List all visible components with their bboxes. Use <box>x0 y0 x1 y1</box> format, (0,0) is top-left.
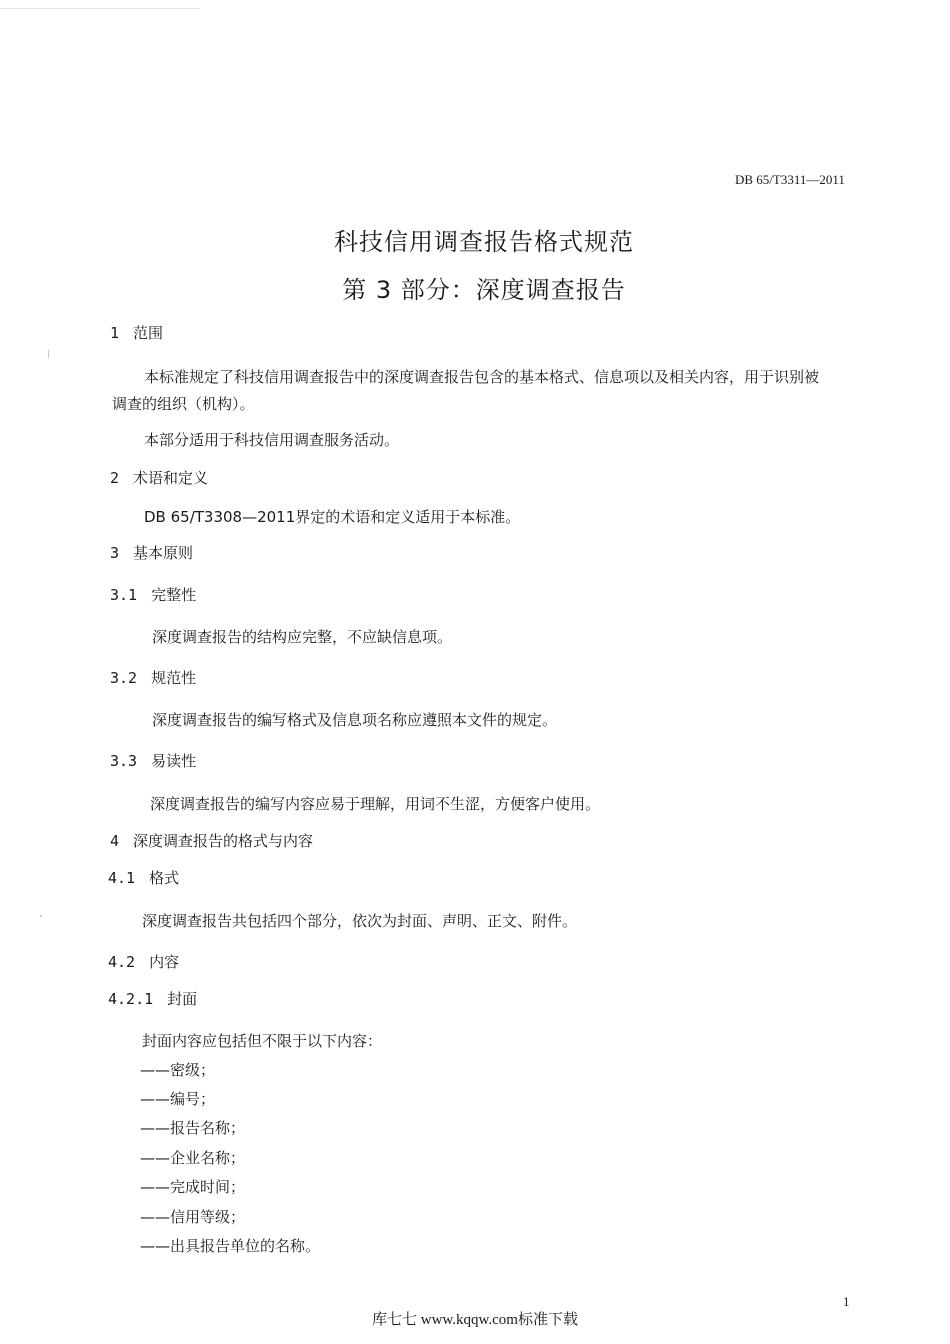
cover-item: ——报告名称； <box>140 1119 246 1137</box>
document-subtitle: 第 3 部分：深度调查报告 <box>342 276 626 304</box>
section-3-1-paragraph: 深度调查报告的结构应完整，不应缺信息项。 <box>152 628 453 646</box>
section-title: 内容 <box>149 953 180 971</box>
page-number: 1 <box>843 1294 850 1309</box>
section-3-3-paragraph: 深度调查报告的编写内容应易于理解，用词不生涩，方便客户使用。 <box>150 795 601 813</box>
cover-item: ——企业名称； <box>140 1149 246 1167</box>
section-3-1-heading <box>110 584 196 605</box>
standard-code: DB 65/T3311—2011 <box>735 172 845 187</box>
section-number: 4 <box>110 832 120 850</box>
section-3-3-heading <box>110 750 196 771</box>
section-number: 1 <box>110 324 120 342</box>
cover-item: ——出具报告单位的名称。 <box>140 1237 321 1255</box>
section-title: 完整性 <box>151 586 197 604</box>
section-title: 规范性 <box>151 669 197 687</box>
section-4-1-heading <box>108 867 179 888</box>
section-4-2-heading <box>108 951 179 972</box>
cover-item: ——完成时间； <box>140 1178 246 1196</box>
section-title: 范围 <box>133 324 164 342</box>
section-2-heading <box>110 467 208 488</box>
section-1-heading <box>110 322 163 343</box>
section-number: 2 <box>110 469 120 487</box>
section-4-1-paragraph: 深度调查报告共包括四个部分，依次为封面、声明、正文、附件。 <box>142 912 578 930</box>
section-number: 3.3 <box>110 752 138 770</box>
scan-speck <box>48 350 49 358</box>
section-number: 3 <box>110 544 120 562</box>
scan-speck <box>40 915 42 917</box>
section-title: 深度调查报告的格式与内容 <box>133 832 314 850</box>
section-2-paragraph-1: DB 65/T3308—2011界定的术语和定义适用于本标准。 <box>144 508 521 526</box>
section-title: 术语和定义 <box>133 469 209 487</box>
document-title: 科技信用调查报告格式规范 <box>334 228 634 256</box>
section-4-2-1-heading <box>108 988 197 1009</box>
section-3-heading <box>110 542 193 563</box>
watermark-footer: 库七七 www.kqqw.com标准下载 <box>372 1312 578 1328</box>
scan-edge <box>0 8 200 9</box>
cover-item: ——密级； <box>140 1061 216 1079</box>
section-number: 3.2 <box>110 669 138 687</box>
section-title: 易读性 <box>151 752 197 770</box>
section-number: 4.2 <box>108 953 136 971</box>
section-3-2-paragraph: 深度调查报告的编写格式及信息项名称应遵照本文件的规定。 <box>152 711 558 729</box>
section-3-2-heading <box>110 667 196 688</box>
cover-item: ——信用等级； <box>140 1208 246 1226</box>
section-title: 基本原则 <box>133 544 194 562</box>
section-1-paragraph-2: 本部分适用于科技信用调查服务活动。 <box>144 431 400 449</box>
section-number: 4.2.1 <box>108 990 154 1008</box>
section-number: 4.1 <box>108 869 136 887</box>
section-title: 封面 <box>167 990 198 1008</box>
section-number: 3.1 <box>110 586 138 604</box>
section-title: 格式 <box>149 869 180 887</box>
section-1-paragraph-1: 本标准规定了科技信用调查报告中的深度调查报告包含的基本格式、信息项以及相关内容，用于识别被调查的组织（机构）。 <box>112 368 820 413</box>
cover-item: ——编号； <box>140 1090 216 1108</box>
cover-intro: 封面内容应包括但不限于以下内容： <box>142 1032 383 1050</box>
section-4-heading <box>110 830 313 851</box>
